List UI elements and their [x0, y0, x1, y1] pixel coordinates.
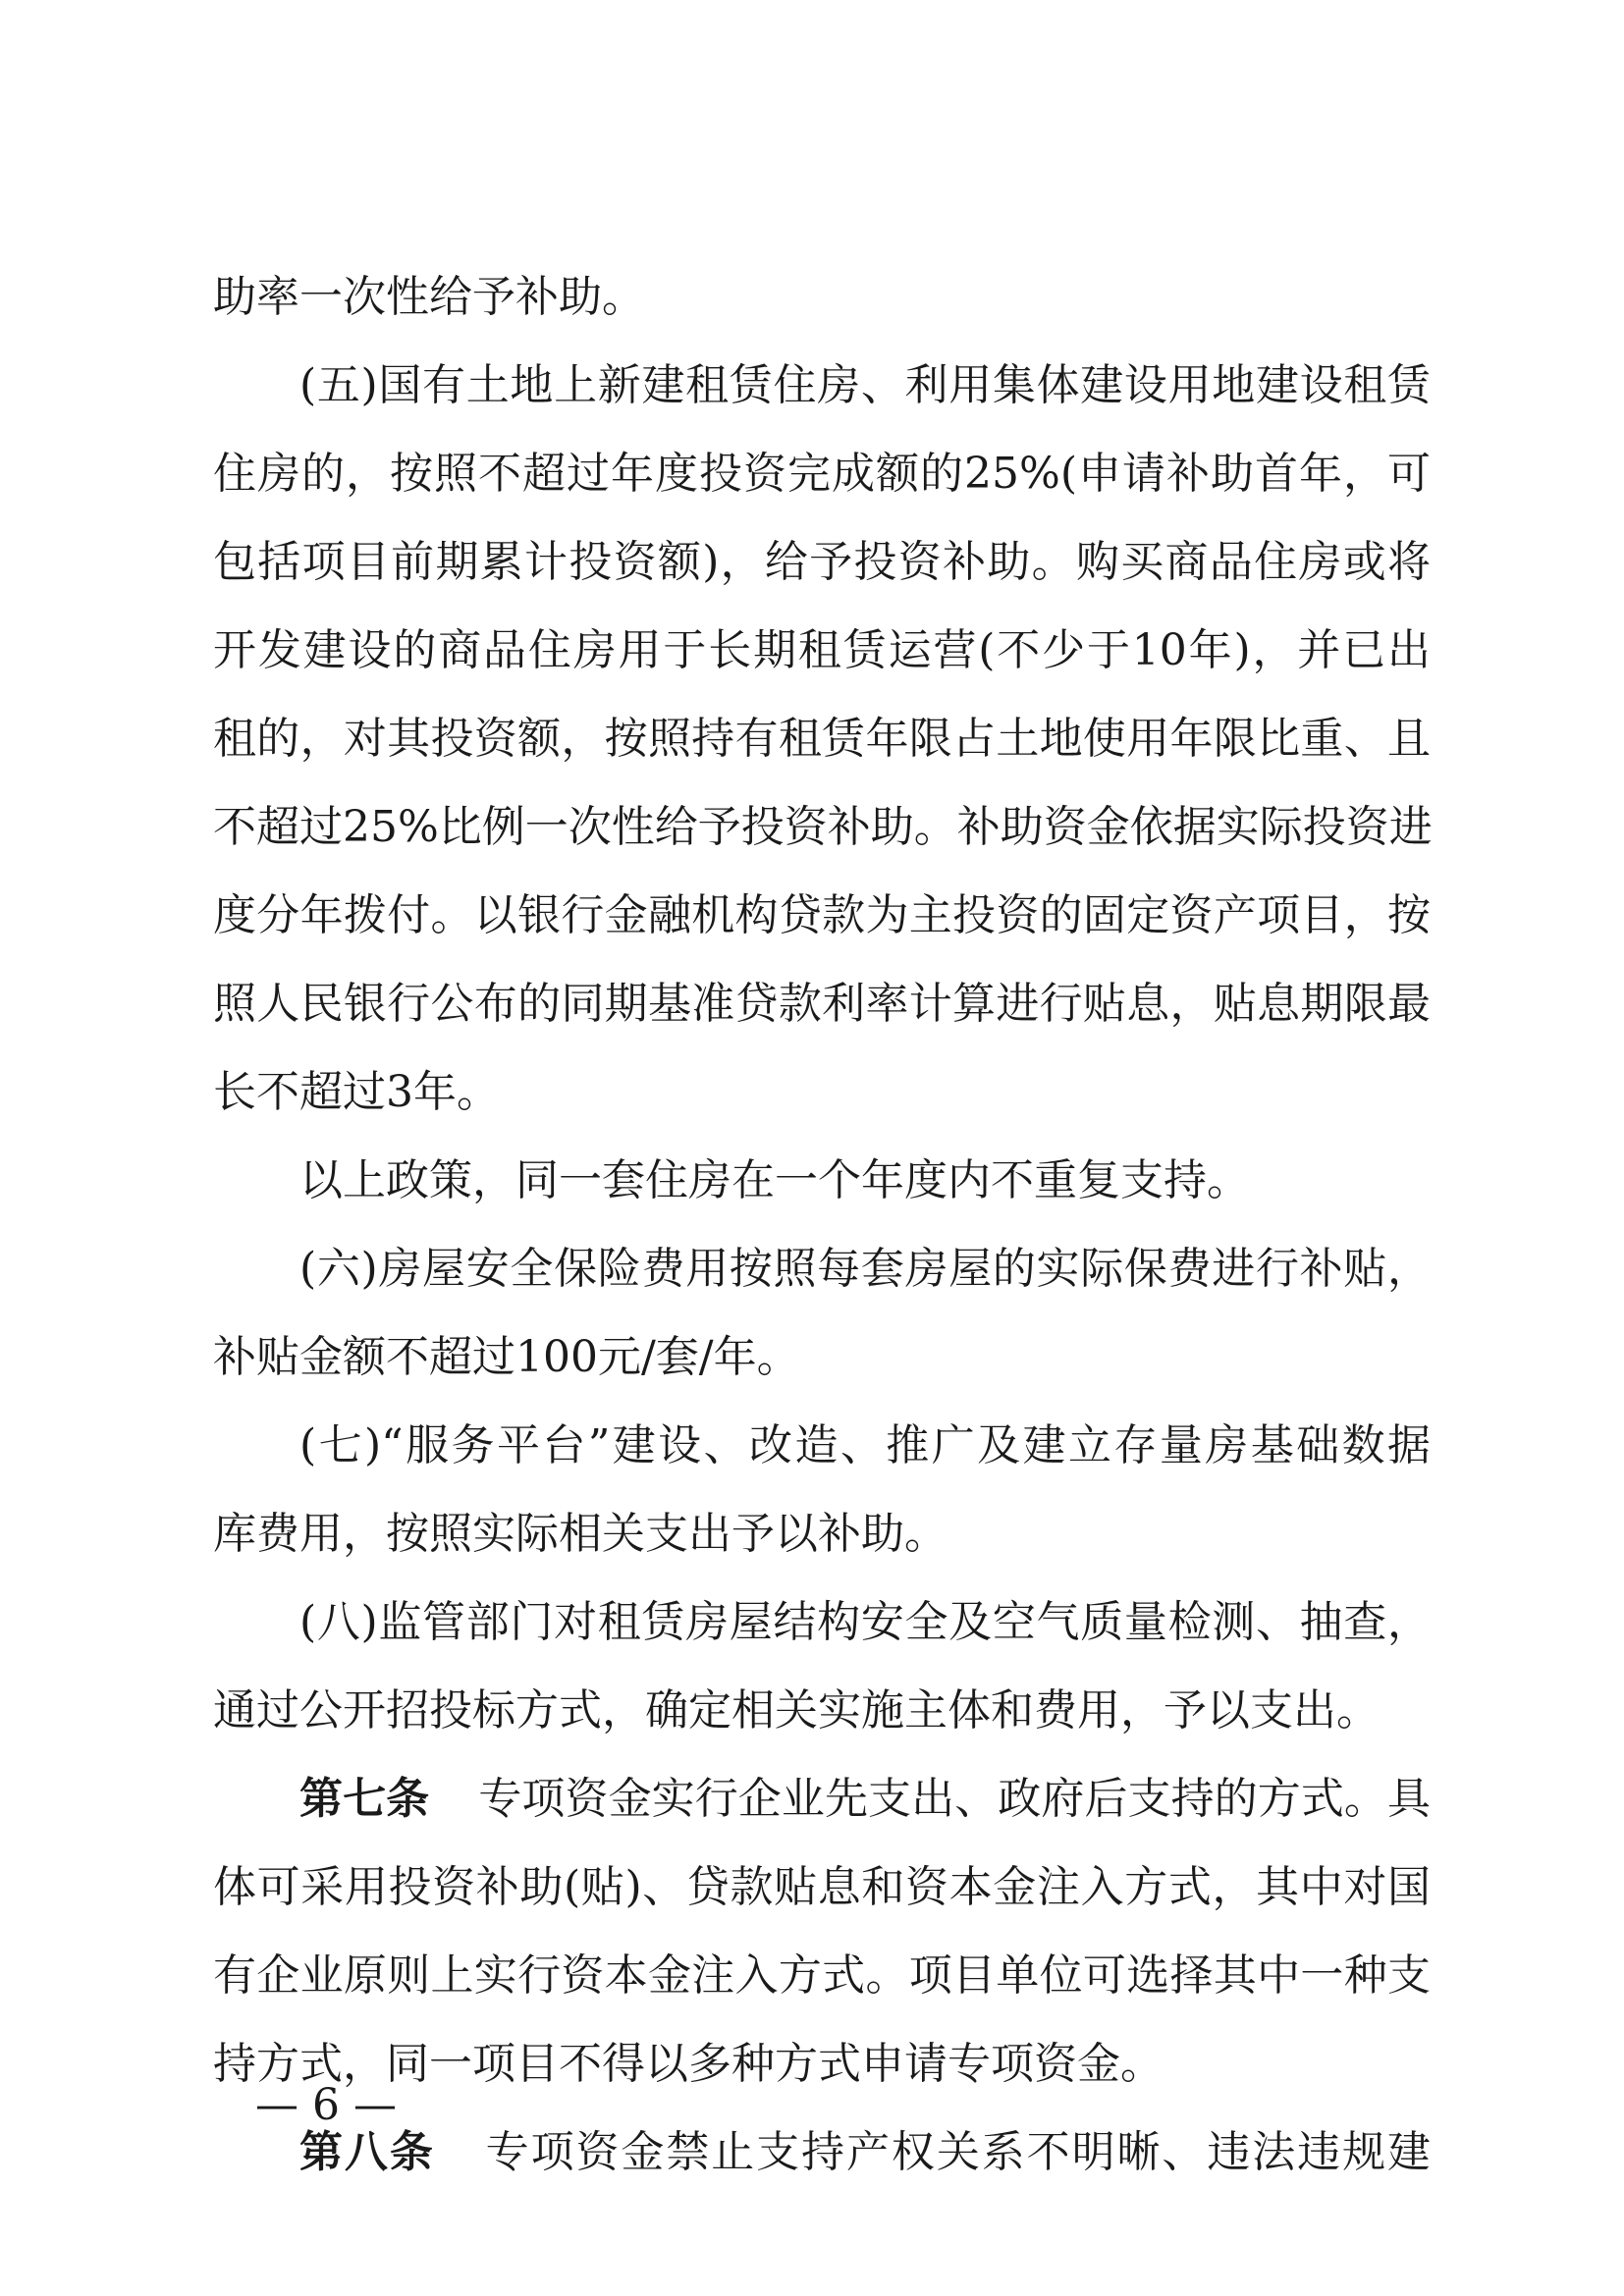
text-line-9: 照人民银行公布的同期基准贷款利率计算进行贴息，贴息期限最: [213, 979, 1431, 1029]
article-8-label: 第八条: [299, 2127, 435, 2177]
page-number: — 6 —: [255, 2080, 397, 2130]
text-line-2: (五)国有土地上新建租赁住房、利用集体建设用地建设租赁: [299, 360, 1431, 410]
text-line-16: (八)监管部门对租赁房屋结构安全及空气质量检测、抽查，: [299, 1597, 1431, 1647]
text-line-8: 度分年拨付。以银行金融机构贷款为主投资的固定资产项目，按: [213, 890, 1431, 940]
text-line-11: 以上政策，同一套住房在一个年度内不重复支持。: [299, 1155, 1250, 1205]
text-line-6: 租的，对其投资额，按照持有租赁年限占土地使用年限比重、且: [213, 714, 1431, 764]
text-line-19: 体可采用投资补助(贴)、贷款贴息和资本金注入方式，其中对国: [213, 1862, 1431, 1912]
text-line-22: 专项资金禁止支持产权关系不明晰、违法违规建: [483, 2127, 1431, 2177]
text-line-21: 持方式，同一项目不得以多种方式申请专项资金。: [213, 2039, 1164, 2089]
article-7-first-line: [213, 1755, 1431, 1843]
text-line-20: 有企业原则上实行资本金注入方式。项目单位可选择其中一种支: [213, 1950, 1431, 2001]
text-line-5: 开发建设的商品住房用于长期租赁运营(不少于10年)，并已出: [213, 625, 1431, 675]
text-line-17: 通过公开招投标方式，确定相关实施主体和费用，予以支出。: [213, 1685, 1380, 1735]
text-line-18: 专项资金实行企业先支出、政府后支持的方式。具: [478, 1774, 1432, 1824]
text-line-13: 补贴金额不超过100元/套/年。: [213, 1332, 800, 1382]
article-7-label: 第七条: [299, 1774, 430, 1824]
text-line-14: (七)“服务平台”建设、改造、推广及建立存量房基础数据: [299, 1420, 1431, 1470]
text-line-1: 助率一次性给予补助。: [213, 272, 645, 322]
text-line-7: 不超过25%比例一次性给予投资补助。补助资金依据实际投资进: [213, 802, 1433, 852]
text-line-15: 库费用，按照实际相关支出予以补助。: [213, 1509, 947, 1559]
text-line-4: 包括项目前期累计投资额)，给予投资补助。购买商品住房或将: [213, 537, 1431, 587]
document-body: [213, 253, 1431, 2197]
text-line-3: 住房的，按照不超过年度投资完成额的25%(申请补助首年，可: [213, 449, 1431, 499]
text-line-10: 长不超过3年。: [213, 1067, 500, 1117]
text-line-12: (六)房屋安全保险费用按照每套房屋的实际保费进行补贴，: [299, 1244, 1431, 1294]
